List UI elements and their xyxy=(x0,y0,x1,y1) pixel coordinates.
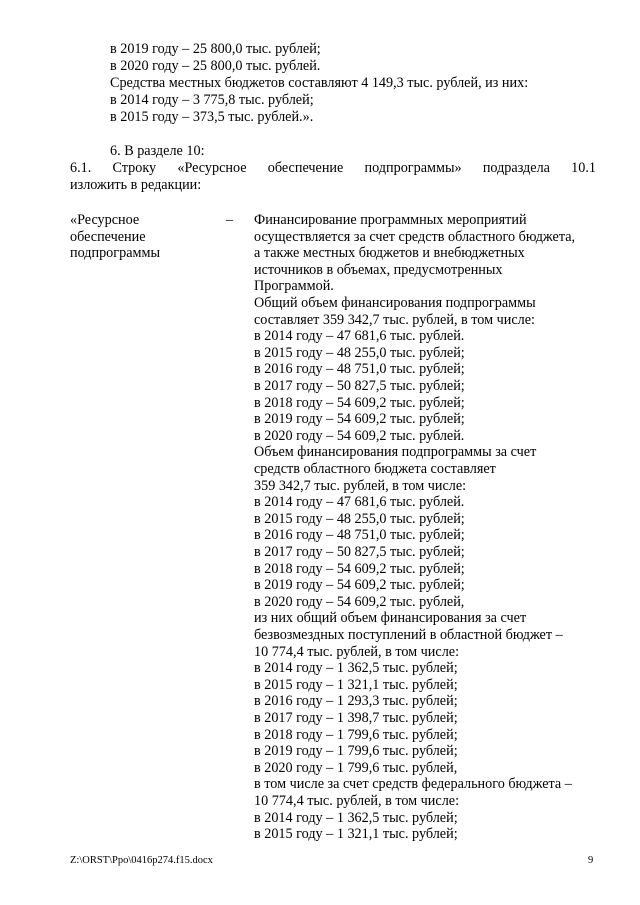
table-left-cell-line: подпрограммы xyxy=(70,245,160,261)
table-right-cell-line: Программой. xyxy=(254,278,334,295)
intro-line: в 2015 году – 373,5 тыс. рублей.». xyxy=(110,109,314,125)
table-right-cell-line: в 2018 году – 54 609,2 тыс. рублей; xyxy=(254,394,465,411)
table-right-cell-line: в 2014 году – 47 681,6 тыс. рублей. xyxy=(254,494,465,511)
table-right-cell-line: 10 774,4 тыс. рублей, в том числе: xyxy=(254,793,460,809)
table-right-cell-line: в 2016 году – 48 751,0 тыс. рублей; xyxy=(254,361,465,378)
table-right-cell-line: в 2017 году – 50 827,5 тыс. рублей; xyxy=(254,544,465,560)
intro-line: Средства местных бюджетов составляют 4 149,3 тыс. рублей, из них: xyxy=(110,75,529,91)
table-right-cell-line: осуществляется за счет средств областного бюджета, xyxy=(254,228,576,245)
table-right-cell-line: в 2020 году – 54 609,2 тыс. рублей. xyxy=(254,427,465,444)
table-right-cell-line: в 2019 году – 54 609,2 тыс. рублей; xyxy=(254,577,465,594)
footer-page-number: 9 xyxy=(588,855,594,866)
table-right-cell-line: в 2015 году – 1 321,1 тыс. рублей; xyxy=(254,676,458,693)
table-right-cell-line: 10 774,4 тыс. рублей, в том числе: xyxy=(254,643,460,660)
intro-line: в 2014 году – 3 775,8 тыс. рублей; xyxy=(110,92,314,108)
table-left-cell-line: обеспечение xyxy=(70,229,146,245)
section-heading: 6. В разделе 10: xyxy=(110,143,205,159)
table-right-cell-line: составляет 359 342,7 тыс. рублей, в том числе: xyxy=(254,311,535,328)
table-right-cell-line: в 2015 году – 1 321,1 тыс. рублей; xyxy=(254,826,458,843)
table-right-cell-line: Общий объем финансирования подпрограммы xyxy=(254,295,536,311)
table-right-cell-line: в 2020 году – 1 799,6 тыс. рублей, xyxy=(254,759,458,776)
table-right-cell-line: в 2019 году – 54 609,2 тыс. рублей; xyxy=(254,411,465,428)
subsection-text-line-1: 6.1. Строку «Ресурсное обеспечение подпрограммы» подраздела 10.1 xyxy=(70,160,596,176)
table-right-cell-line: в 2016 году – 48 751,0 тыс. рублей; xyxy=(254,527,465,544)
table-right-cell-line: в 2016 году – 1 293,3 тыс. рублей; xyxy=(254,693,458,710)
table-right-cell-line: в 2017 году – 50 827,5 тыс. рублей; xyxy=(254,378,465,394)
table-right-cell-line: в 2014 году – 1 362,5 тыс. рублей; xyxy=(254,809,458,826)
table-dash: – xyxy=(226,212,234,228)
table-right-cell-line: в 2015 году – 48 255,0 тыс. рублей; xyxy=(254,344,465,361)
table-right-cell-line: в 2014 году – 1 362,5 тыс. рублей; xyxy=(254,660,458,677)
table-right-cell-line: в 2015 году – 48 255,0 тыс. рублей; xyxy=(254,510,465,527)
subsection-text-line-2: изложить в редакции: xyxy=(70,177,202,193)
table-right-cell-line: безвозмездных поступлений в областной бюджет – xyxy=(254,627,563,643)
table-right-cell-line: 359 342,7 тыс. рублей, в том числе: xyxy=(254,477,467,494)
intro-line: в 2019 году – 25 800,0 тыс. рублей; xyxy=(110,41,321,57)
table-right-cell-line: в 2017 году – 1 398,7 тыс. рублей; xyxy=(254,710,458,726)
table-right-cell-line: в 2018 году – 1 799,6 тыс. рублей; xyxy=(254,726,458,743)
table-right-cell-line: Объем финансирования подпрограммы за счет xyxy=(254,444,537,461)
table-right-cell-line: в 2014 году – 47 681,6 тыс. рублей. xyxy=(254,328,465,345)
table-right-cell-line: средств областного бюджета составляет xyxy=(254,461,496,477)
footer-file-path: Z:\ORST\Ppo\0416p274.f15.docx xyxy=(70,855,213,866)
table-right-cell-line: а также местных бюджетов и внебюджетных xyxy=(254,245,525,262)
table-right-cell-line: в 2020 году – 54 609,2 тыс. рублей, xyxy=(254,593,465,610)
table-right-cell-line: источников в объемах, предусмотренных xyxy=(254,261,503,278)
table-right-cell-line: из них общий объем финансирования за счет xyxy=(254,610,527,627)
table-right-cell-line: в 2018 году – 54 609,2 тыс. рублей; xyxy=(254,560,465,577)
table-left-cell-line: «Ресурсное xyxy=(70,212,140,228)
table-right-cell-line: в 2019 году – 1 799,6 тыс. рублей; xyxy=(254,743,458,760)
table-right-cell-line: Финансирование программных мероприятий xyxy=(254,212,527,228)
table-right-cell-line: в том числе за счет средств федерального бюджета – xyxy=(254,776,572,793)
intro-line: в 2020 году – 25 800,0 тыс. рублей. xyxy=(110,58,321,74)
